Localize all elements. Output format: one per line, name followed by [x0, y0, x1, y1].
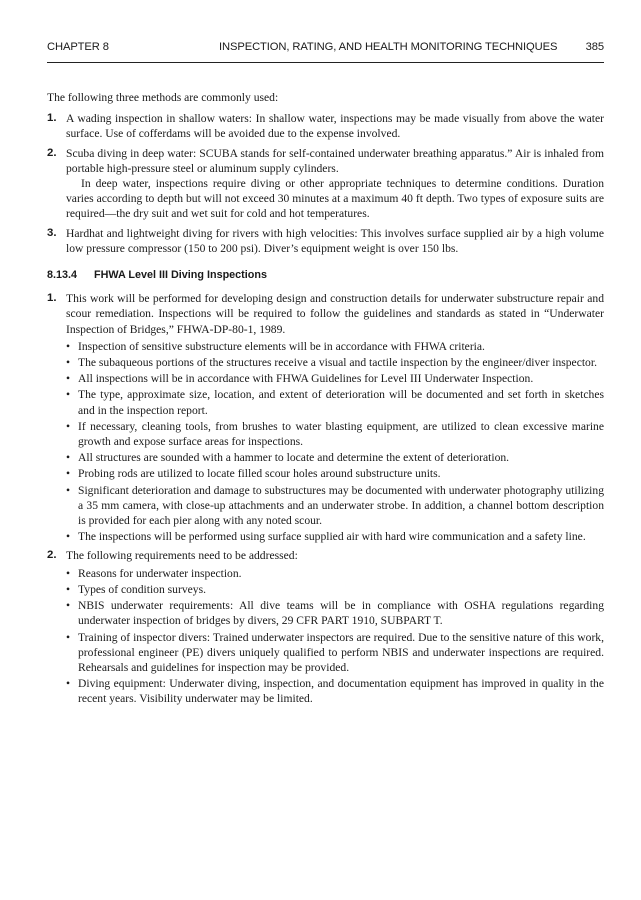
section-number: 8.13.4	[47, 269, 78, 282]
method-item	[47, 226, 604, 256]
running-header	[47, 41, 604, 63]
list-item: • The inspections will be performed using surface supplied air with hard wire communication and a safety line.	[66, 530, 586, 544]
requirement-item	[47, 291, 604, 544]
chapter-label: CHAPTER 8	[47, 41, 109, 53]
method-paragraph: A wading inspection in shallow waters: In shallow water, inspections may be made visually from above the water surface. Use of cofferdams will be avoided due to the expense involved.	[66, 112, 604, 141]
item-number: 2.	[47, 146, 57, 159]
list-item: • NBIS underwater requirements: All dive teams will be in compliance with OSHA regulations regarding underwater inspection of bridges by divers, 29 CFR PART 1910, SUBPART T.	[66, 599, 604, 628]
list-item: • Training of inspector divers: Trained underwater inspectors are required. Due to the sensitive nature of this work, professional engineer (PE) divers uniquely qualified to perform NBIS and underwater inspections are required. Rehearsals and guidelines for inspection may be provided.	[66, 630, 604, 674]
item-number: 1.	[47, 292, 57, 305]
bullet-list	[66, 339, 604, 545]
method-paragraph: In deep water, inspections require diving or other appropriate techniques to determine conditions. Duration varies according to depth but will not exceed 30 minutes at a maximum 40 ft depth. Two types of exposure suits are required—the dry suit and wet suit for cold and hot temperatures.	[66, 177, 604, 221]
list-item: • Inspection of sensitive substructure elements will be in accordance with FHWA criteria.	[66, 339, 485, 353]
page-body	[47, 90, 604, 711]
requirement-item	[47, 548, 604, 706]
list-item: • Diving equipment: Underwater diving, inspection, and documentation equipment has improved in quality in the recent years. Visibility underwater may be limited.	[66, 677, 604, 706]
list-item: • The type, approximate size, location, and extent of deterioration will be documented and set forth in sketches and in the inspection report.	[66, 388, 604, 417]
list-item: • Types of condition surveys.	[66, 582, 206, 596]
method-paragraph: Scuba diving in deep water: SCUBA stands for self-contained underwater breathing apparatus.” Air is inhaled from portable high-pressure steel or aluminum supply cylinders.	[66, 146, 604, 175]
list-item: • Reasons for underwater inspection.	[66, 566, 242, 580]
intro-paragraph: The following three methods are commonly used:	[47, 91, 279, 104]
item-number: 3.	[47, 226, 57, 239]
method-paragraph: Hardhat and lightweight diving for rivers with high velocities: This involves surface supplied air by a high volume low pressure compressor (150 to 200 psi). Diver’s equipment weight is over 150 lbs.	[66, 226, 604, 255]
item-number: 1.	[47, 112, 57, 125]
list-item: • All inspections will be in accordance with FHWA Guidelines for Level III Underwater Inspection.	[66, 372, 534, 386]
running-title: INSPECTION, RATING, AND HEALTH MONITORING TECHNIQUES	[219, 41, 558, 53]
page-number: 385	[585, 41, 604, 53]
list-item: • The subaqueous portions of the structures receive a visual and tactile inspection by the engineer/diver inspector.	[66, 356, 597, 370]
bullet-list	[66, 566, 604, 707]
requirement-paragraph: The following requirements need to be addressed:	[66, 549, 298, 563]
item-number: 2.	[47, 549, 57, 562]
section-heading	[47, 268, 604, 283]
list-item: • Probing rods are utilized to locate filled scour holes around substructure units.	[66, 467, 441, 481]
method-item	[47, 111, 604, 141]
list-item: • If necessary, cleaning tools, from brushes to water blasting equipment, are utilized to clean excessive marine growth and expose surface areas for inspections.	[66, 419, 604, 449]
requirement-paragraph: This work will be performed for developing design and construction details for underwater substructure repair and scour remediation. Inspections will be required to follow the guidelines and standards as stated in “Underwater Inspection of Bridges,” FHWA-DP-80-1, 1989.	[66, 292, 604, 336]
list-item: • Significant deterioration and damage to substructures may be documented with underwater photography utilizing a 35 mm camera, with close-up attachments and an underwater strobe. In addition, a channel bottom description is provided for each pier along with any noted scour.	[66, 483, 604, 528]
section-title: FHWA Level III Diving Inspections	[94, 269, 267, 282]
list-item: • All structures are sounded with a hammer to locate and determine the extent of deterioration.	[66, 451, 510, 465]
method-item	[47, 146, 604, 222]
